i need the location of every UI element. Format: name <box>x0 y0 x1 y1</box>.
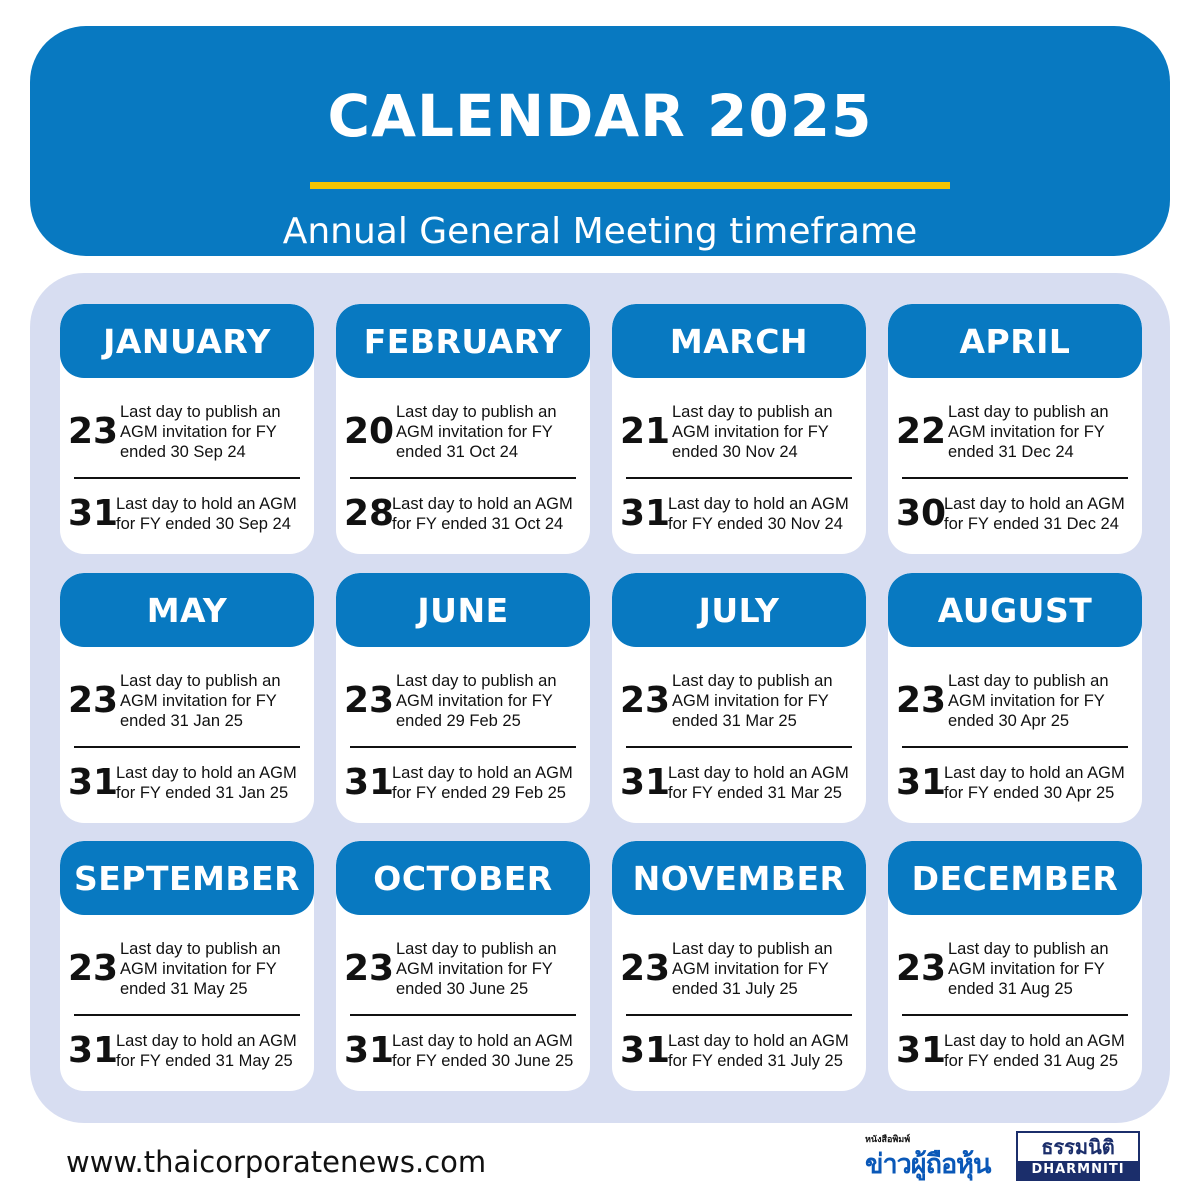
meeting-description: Last day to hold an AGM for FY ended 31 May 25 <box>116 1032 297 1070</box>
publish-day: 23 <box>68 680 119 721</box>
publish-description: Last day to publish an AGM invitation for FY ended 29 Feb 25 <box>396 672 557 730</box>
dharmniti-latin-text: DHARMNITI <box>1018 1161 1138 1179</box>
publish-deadline <box>896 392 1138 472</box>
dharmniti-logo <box>1016 1131 1140 1181</box>
meeting-deadline <box>68 1021 310 1081</box>
khao-phu-thue-hun-logo <box>865 1132 1005 1182</box>
publish-day: 21 <box>620 411 671 452</box>
meeting-day: 31 <box>344 762 395 803</box>
publish-description: Last day to publish an AGM invitation for FY ended 31 Aug 25 <box>948 940 1109 998</box>
publish-day: 23 <box>68 948 119 989</box>
publish-description: Last day to publish an AGM invitation for FY ended 30 Nov 24 <box>672 403 833 461</box>
page-title: CALENDAR 2025 <box>327 82 873 150</box>
month-card-september <box>60 841 314 1091</box>
meeting-deadline <box>344 1021 586 1081</box>
publish-description: Last day to publish an AGM invitation for FY ended 31 Jan 25 <box>120 672 281 730</box>
month-card-june <box>336 573 590 823</box>
meeting-day: 28 <box>344 493 395 534</box>
publish-day: 23 <box>344 680 395 721</box>
publish-deadline <box>620 929 862 1009</box>
meeting-description: Last day to hold an AGM for FY ended 31 Oct 24 <box>392 495 573 533</box>
divider <box>74 477 300 479</box>
month-name: MARCH <box>612 304 866 378</box>
title-underline <box>310 182 950 189</box>
meeting-deadline <box>68 484 310 544</box>
meeting-day: 31 <box>620 1030 671 1071</box>
publish-day: 23 <box>344 948 395 989</box>
page-subtitle: Annual General Meeting timeframe <box>282 211 918 252</box>
publish-deadline <box>68 661 310 741</box>
meeting-deadline <box>344 753 586 813</box>
month-name: OCTOBER <box>336 841 590 915</box>
meeting-deadline <box>620 753 862 813</box>
month-name: APRIL <box>888 304 1142 378</box>
divider <box>902 477 1128 479</box>
divider <box>626 1014 852 1016</box>
month-name: AUGUST <box>888 573 1142 647</box>
publish-day: 23 <box>620 948 671 989</box>
month-name: MAY <box>60 573 314 647</box>
publish-day: 23 <box>620 680 671 721</box>
publish-description: Last day to publish an AGM invitation for FY ended 31 Oct 24 <box>396 403 557 461</box>
divider <box>350 746 576 748</box>
meeting-deadline <box>620 484 862 544</box>
publish-deadline <box>344 929 586 1009</box>
publish-description: Last day to publish an AGM invitation for FY ended 30 Sep 24 <box>120 403 281 461</box>
meeting-description: Last day to hold an AGM for FY ended 31 Jan 25 <box>116 764 297 802</box>
divider <box>626 477 852 479</box>
meeting-description: Last day to hold an AGM for FY ended 31 July 25 <box>668 1032 849 1070</box>
month-name: JUNE <box>336 573 590 647</box>
month-card-may <box>60 573 314 823</box>
month-card-november <box>612 841 866 1091</box>
month-card-december <box>888 841 1142 1091</box>
month-card-january <box>60 304 314 554</box>
divider <box>902 746 1128 748</box>
month-name: SEPTEMBER <box>60 841 314 915</box>
meeting-description: Last day to hold an AGM for FY ended 30 Sep 24 <box>116 495 297 533</box>
publish-day: 23 <box>896 948 947 989</box>
divider <box>74 1014 300 1016</box>
publish-deadline <box>344 392 586 472</box>
publish-day: 23 <box>68 411 119 452</box>
publish-deadline <box>620 392 862 472</box>
divider <box>350 1014 576 1016</box>
meeting-description: Last day to hold an AGM for FY ended 29 Feb 25 <box>392 764 573 802</box>
month-name: NOVEMBER <box>612 841 866 915</box>
meeting-deadline <box>620 1021 862 1081</box>
meeting-description: Last day to hold an AGM for FY ended 31 Aug 25 <box>944 1032 1125 1070</box>
meeting-description: Last day to hold an AGM for FY ended 31 Mar 25 <box>668 764 849 802</box>
meeting-day: 31 <box>896 1030 947 1071</box>
month-card-march <box>612 304 866 554</box>
header-banner <box>30 26 1170 256</box>
meeting-description: Last day to hold an AGM for FY ended 31 Dec 24 <box>944 495 1125 533</box>
month-name: DECEMBER <box>888 841 1142 915</box>
logo-big-text: ข่าวผู้ถือหุ้น <box>865 1149 991 1180</box>
meeting-deadline <box>344 484 586 544</box>
month-name: FEBRUARY <box>336 304 590 378</box>
divider <box>902 1014 1128 1016</box>
publish-day: 20 <box>344 411 395 452</box>
divider <box>626 746 852 748</box>
meeting-deadline <box>68 753 310 813</box>
dharmniti-thai-text: ธรรมนิติ <box>1018 1133 1138 1161</box>
meeting-deadline <box>896 484 1138 544</box>
website-url[interactable]: www.thaicorporatenews.com <box>66 1145 487 1179</box>
meeting-day: 31 <box>620 493 671 534</box>
meeting-deadline <box>896 1021 1138 1081</box>
meeting-description: Last day to hold an AGM for FY ended 30 Nov 24 <box>668 495 849 533</box>
meeting-description: Last day to hold an AGM for FY ended 30 June 25 <box>392 1032 574 1070</box>
month-card-august <box>888 573 1142 823</box>
publish-description: Last day to publish an AGM invitation for FY ended 31 July 25 <box>672 940 833 998</box>
meeting-day: 30 <box>896 493 947 534</box>
publish-description: Last day to publish an AGM invitation for FY ended 31 May 25 <box>120 940 281 998</box>
publish-description: Last day to publish an AGM invitation for FY ended 31 Mar 25 <box>672 672 833 730</box>
publish-deadline <box>896 661 1138 741</box>
meeting-day: 31 <box>68 1030 119 1071</box>
publish-deadline <box>620 661 862 741</box>
publish-deadline <box>68 392 310 472</box>
publish-day: 23 <box>896 680 947 721</box>
meeting-day: 31 <box>620 762 671 803</box>
month-name: JULY <box>612 573 866 647</box>
meeting-day: 31 <box>344 1030 395 1071</box>
month-card-october <box>336 841 590 1091</box>
month-name: JANUARY <box>60 304 314 378</box>
publish-description: Last day to publish an AGM invitation for FY ended 30 June 25 <box>396 940 557 998</box>
meeting-day: 31 <box>896 762 947 803</box>
publish-description: Last day to publish an AGM invitation for FY ended 31 Dec 24 <box>948 403 1109 461</box>
publish-deadline <box>68 929 310 1009</box>
publish-deadline <box>896 929 1138 1009</box>
meeting-day: 31 <box>68 762 119 803</box>
publish-deadline <box>344 661 586 741</box>
month-card-april <box>888 304 1142 554</box>
month-card-february <box>336 304 590 554</box>
publish-description: Last day to publish an AGM invitation for FY ended 30 Apr 25 <box>948 672 1109 730</box>
divider <box>74 746 300 748</box>
meeting-description: Last day to hold an AGM for FY ended 30 Apr 25 <box>944 764 1125 802</box>
logo-small-text: หนังสือพิมพ์ <box>865 1135 911 1145</box>
meeting-deadline <box>896 753 1138 813</box>
publish-day: 22 <box>896 411 947 452</box>
meeting-day: 31 <box>68 493 119 534</box>
divider <box>350 477 576 479</box>
month-card-july <box>612 573 866 823</box>
